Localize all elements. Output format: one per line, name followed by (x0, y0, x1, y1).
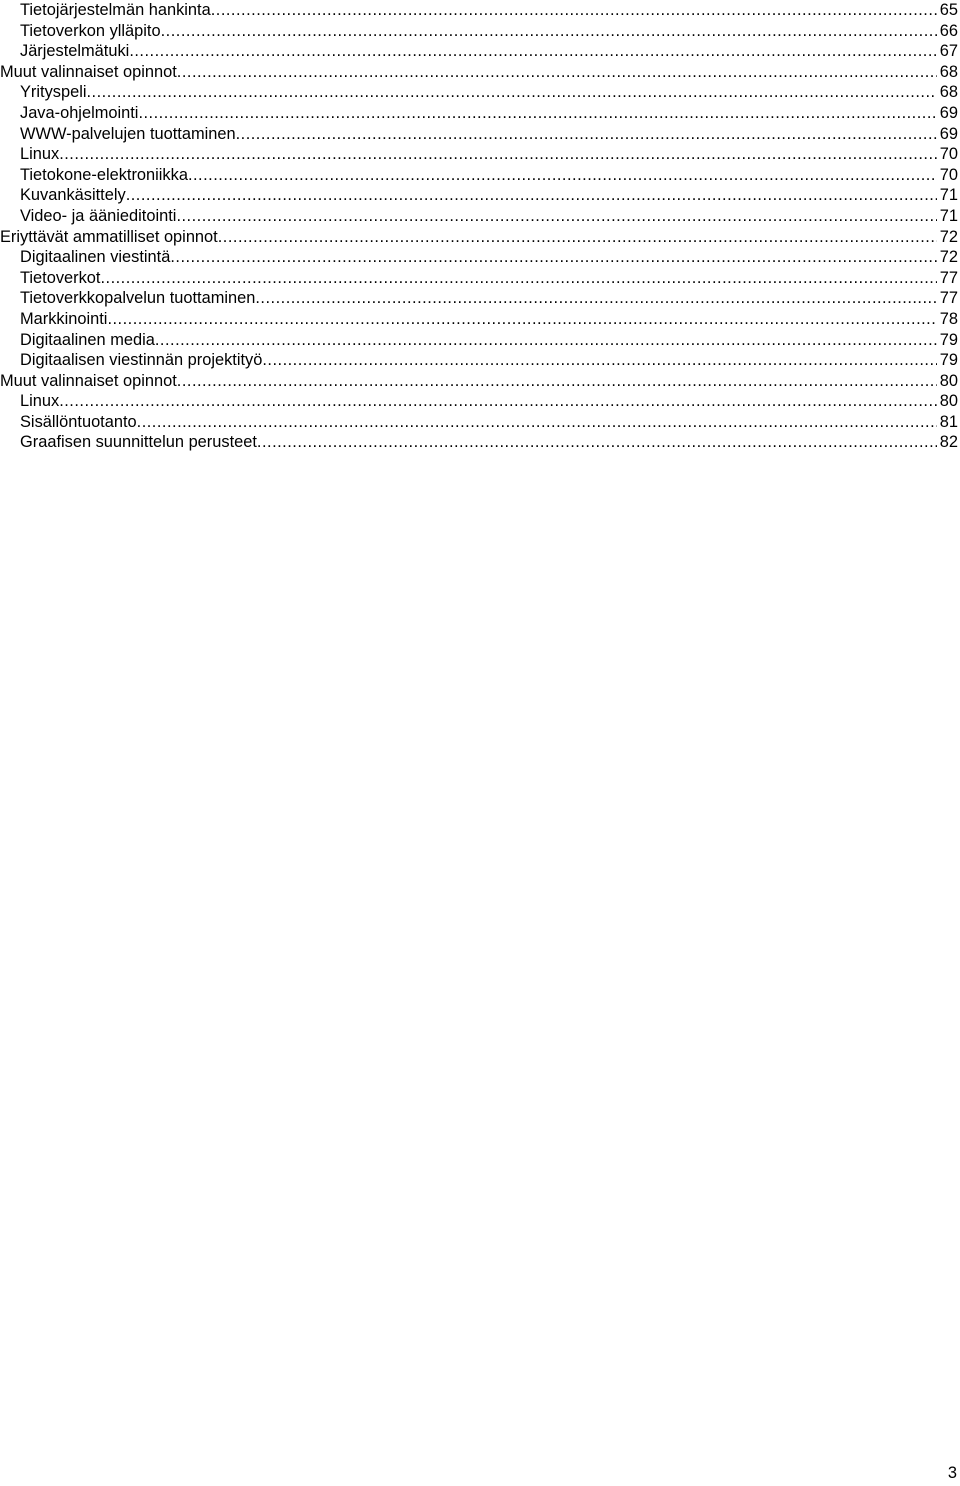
toc-dot-leader (59, 144, 937, 165)
toc-dot-leader (126, 185, 937, 206)
toc-dot-leader (161, 21, 937, 42)
toc-entry-title: Muut valinnaiset opinnot (0, 62, 177, 81)
toc-entry-page: 78 (939, 309, 958, 328)
toc-entry-title: Digitaalinen media (20, 330, 155, 349)
toc-dot-leader (107, 309, 936, 330)
toc-entry[interactable] (0, 247, 958, 268)
toc-entry-page: 65 (939, 1, 958, 19)
toc-entry-title: Linux (20, 392, 60, 411)
toc-entry-title: WWW-palvelujen tuottaminen (20, 124, 236, 143)
toc-entry[interactable] (0, 144, 958, 165)
toc-dot-leader (87, 82, 937, 103)
toc-dot-leader (255, 288, 936, 309)
toc-entry[interactable] (0, 82, 958, 103)
toc-entry-page: 70 (939, 145, 958, 164)
toc-entry[interactable] (0, 309, 958, 330)
toc-entry[interactable] (0, 41, 958, 62)
toc-entry-title: Tietoverkkopalvelun tuottaminen (20, 289, 256, 308)
toc-entry-page: 72 (939, 248, 958, 267)
toc-entry[interactable] (0, 412, 958, 433)
toc-entry[interactable] (0, 432, 958, 453)
toc-entry-page: 77 (939, 289, 958, 308)
toc-entry[interactable] (0, 124, 958, 145)
toc-entry[interactable] (0, 103, 958, 124)
toc-entry[interactable] (0, 330, 958, 351)
toc-dot-leader (188, 165, 937, 186)
toc-entry-title: Graafisen suunnittelun perusteet (20, 433, 257, 452)
toc-entry-page: 77 (939, 268, 958, 287)
toc-entry-page: 69 (939, 103, 958, 122)
toc-entry-title: Tietojärjestelmän hankinta (20, 1, 211, 19)
toc-entry-title: Kuvankäsittely (20, 186, 126, 205)
toc-dot-leader (170, 247, 936, 268)
toc-entry-page: 69 (939, 124, 958, 143)
toc-dot-leader (211, 0, 937, 21)
toc-dot-leader (218, 227, 937, 248)
toc-entry-title: Muut valinnaiset opinnot (0, 371, 177, 390)
toc-dot-leader (155, 330, 937, 351)
toc-entry-page: 68 (939, 83, 958, 102)
toc-entry-title: Java-ohjelmointi (20, 103, 139, 122)
toc-entry-title: Tietokone-elektroniikka (20, 165, 188, 184)
toc-entry-page: 71 (939, 206, 958, 225)
toc-section-entry[interactable] (0, 62, 958, 83)
toc-dot-leader (257, 432, 937, 453)
toc-entry[interactable] (0, 185, 958, 206)
toc-entry-page: 71 (939, 186, 958, 205)
toc-entry[interactable] (0, 391, 958, 412)
toc-entry-page: 80 (939, 371, 958, 390)
toc-entry-page: 72 (939, 227, 958, 246)
toc-entry-page: 79 (939, 330, 958, 349)
table-of-contents (0, 0, 958, 453)
toc-section-entry[interactable] (0, 227, 958, 248)
toc-entry-title: Tietoverkon ylläpito (20, 21, 161, 40)
toc-entry-title: Digitaalinen viestintä (20, 248, 171, 267)
toc-entry-page: 82 (939, 433, 958, 452)
toc-entry-page: 67 (939, 42, 958, 61)
toc-section-entry[interactable] (0, 371, 958, 392)
toc-dot-leader (129, 41, 936, 62)
toc-entry-title: Yrityspeli (20, 83, 87, 102)
toc-entry-page: 68 (939, 62, 958, 81)
page-number: 3 (947, 1464, 957, 1482)
toc-entry-title: Video- ja äänieditointi (20, 206, 177, 225)
toc-entry-title: Linux (20, 145, 60, 164)
toc-dot-leader (59, 391, 937, 412)
toc-dot-leader (137, 412, 937, 433)
toc-dot-leader (177, 62, 937, 83)
toc-dot-leader (100, 268, 936, 289)
toc-entry-title: Järjestelmätuki (20, 42, 130, 61)
toc-dot-leader (176, 206, 936, 227)
toc-entry-title: Digitaalisen viestinnän projektityö (20, 351, 263, 370)
toc-dot-leader (177, 371, 937, 392)
toc-entry[interactable] (0, 350, 958, 371)
toc-entry-page: 79 (939, 351, 958, 370)
toc-dot-leader (262, 350, 936, 371)
toc-entry-title: Sisällöntuotanto (20, 412, 137, 431)
toc-entry-page: 81 (939, 412, 958, 431)
toc-entry-page: 80 (939, 392, 958, 411)
toc-entry[interactable] (0, 288, 958, 309)
toc-entry[interactable] (0, 165, 958, 186)
toc-entry-title: Tietoverkot (20, 268, 101, 287)
toc-dot-leader (236, 124, 937, 145)
toc-entry-title: Eriyttävät ammatilliset opinnot (0, 227, 218, 246)
toc-entry[interactable] (0, 21, 958, 42)
toc-entry[interactable] (0, 268, 958, 289)
toc-entry[interactable] (0, 0, 958, 21)
toc-entry[interactable] (0, 206, 958, 227)
toc-entry-page: 70 (939, 165, 958, 184)
toc-dot-leader (138, 103, 936, 124)
toc-entry-title: Markkinointi (20, 309, 108, 328)
toc-entry-page: 66 (939, 21, 958, 40)
